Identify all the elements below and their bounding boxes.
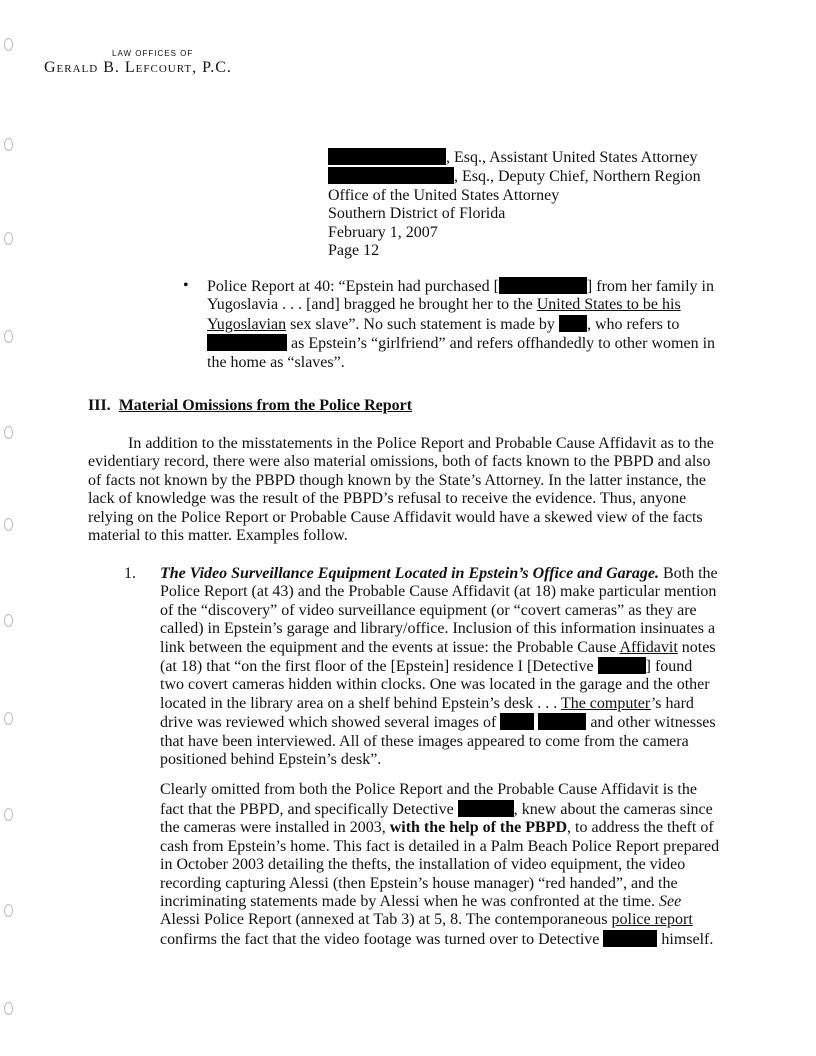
- redaction-bar: [499, 277, 587, 294]
- redaction-bar: [538, 713, 586, 730]
- redaction-bar: [328, 167, 454, 184]
- punch-hole: [4, 232, 13, 245]
- section-title: Material Omissions from the Police Report: [118, 397, 413, 414]
- item-paragraph-1: The Video Surveillance Equipment Located in Epstein’s Office and Garage. Both the Police Report (at 43) and the Probable Cause Affidavit (at 18) make particular mention of the “discovery” of video surveillance equipment (or “covert cameras” as they are called) in Epstein’s garage and library/office. Inclusion of this information insinuates a link between the equipment and the events at issue: the Probable Cause Affidavit notes (at 18) that “on the first floor of the [Epstein] residence I [Detective ] found two covert cameras hidden within clocks. One was located in the garage and the other located in the library area on a shelf behind Epstein’s desk . . . The computer’s hard drive was reviewed which showed several images of and other witnesses that have been interviewed. All of these images appeared to come from the camera positioned behind Epstein’s desk”.: [160, 565, 718, 769]
- item-body: [160, 565, 720, 949]
- punch-hole: [4, 904, 13, 917]
- bullet-symbol: •: [183, 277, 189, 294]
- bullet-item: • Police Report at 40: “Epstein had purchased [ ] from her family in Yugoslavia . . . [and] bragged he brought her to the United States to be his Yugoslavian sex slave”. No such statement is made by , who refers to as Epstein’s “girlfriend” and refers offhandedly to other women in the home as “slaves”.: [183, 277, 716, 371]
- item-number: 1.: [124, 565, 136, 582]
- redaction-bar: [458, 800, 514, 817]
- redaction-bar: [559, 315, 587, 332]
- address-line-2: , Esq., Deputy Chief, Northern Region: [328, 167, 701, 186]
- redaction-bar: [328, 148, 446, 165]
- section-number: III.: [88, 397, 111, 414]
- page-number: Page 12: [328, 242, 380, 260]
- section-heading: [88, 397, 412, 415]
- punch-hole: [4, 614, 13, 627]
- punch-hole: [4, 330, 13, 343]
- address-block: [328, 148, 701, 260]
- redaction-bar: [500, 713, 534, 730]
- letter-date: February 1, 2007: [328, 223, 438, 241]
- redaction-bar: [598, 657, 646, 674]
- punch-hole: [4, 426, 13, 439]
- address-line-3: Office of the United States Attorney: [328, 186, 560, 204]
- intro-paragraph: In addition to the misstatements in the Police Report and Probable Cause Affidavit as to the evidentiary record, there were also material omissions, both of facts known to the PBPD and also of facts not known by the PBPD though known by the State’s Attorney. In the latter instance, the lack of knowledge was the result of the PBPD’s refusal to receive the evidence. Thus, anyone relying on the Police Report or Probable Cause Affidavit would have a skewed view of the facts material to this matter. Examples follow.: [88, 435, 714, 545]
- item-heading: The Video Surveillance Equipment Located in Epstein’s Office and Garage.: [160, 565, 659, 582]
- punch-hole: [4, 138, 13, 151]
- redaction-bar: [603, 930, 657, 947]
- letterhead-law-offices: LAW OFFICES OF: [112, 49, 194, 58]
- punch-hole: [4, 1002, 13, 1015]
- punch-hole: [4, 38, 13, 51]
- redaction-bar: [207, 334, 287, 351]
- item-paragraph-2: Clearly omitted from both the Police Report and the Probable Cause Affidavit is the fact that the PBPD, and specifically Detective , knew about the cameras since the cameras were installed in 2003, with the help of the PBPD, to address the theft of cash from Epstein’s home. This fact is detailed in a Palm Beach Police Report prepared in October 2003 detailing the thefts, the installation of video equipment, the video recording capturing Alessi (then Epstein’s house manager) “red handed”, and the incriminating statements made by Alessi when he was confronted at the time. See Alessi Police Report (annexed at Tab 3) at 5, 8. The contemporaneous police report confirms the fact that the video footage was turned over to Detective himself.: [160, 781, 720, 948]
- letterhead-firm-name: Gerald B. Lefcourt, P.C.: [44, 59, 232, 76]
- address-line-4: Southern District of Florida: [328, 205, 506, 223]
- punch-hole: [4, 712, 13, 725]
- punch-hole: [4, 518, 13, 531]
- punch-hole: [4, 808, 13, 821]
- address-line-1: , Esq., Assistant United States Attorney: [328, 148, 701, 167]
